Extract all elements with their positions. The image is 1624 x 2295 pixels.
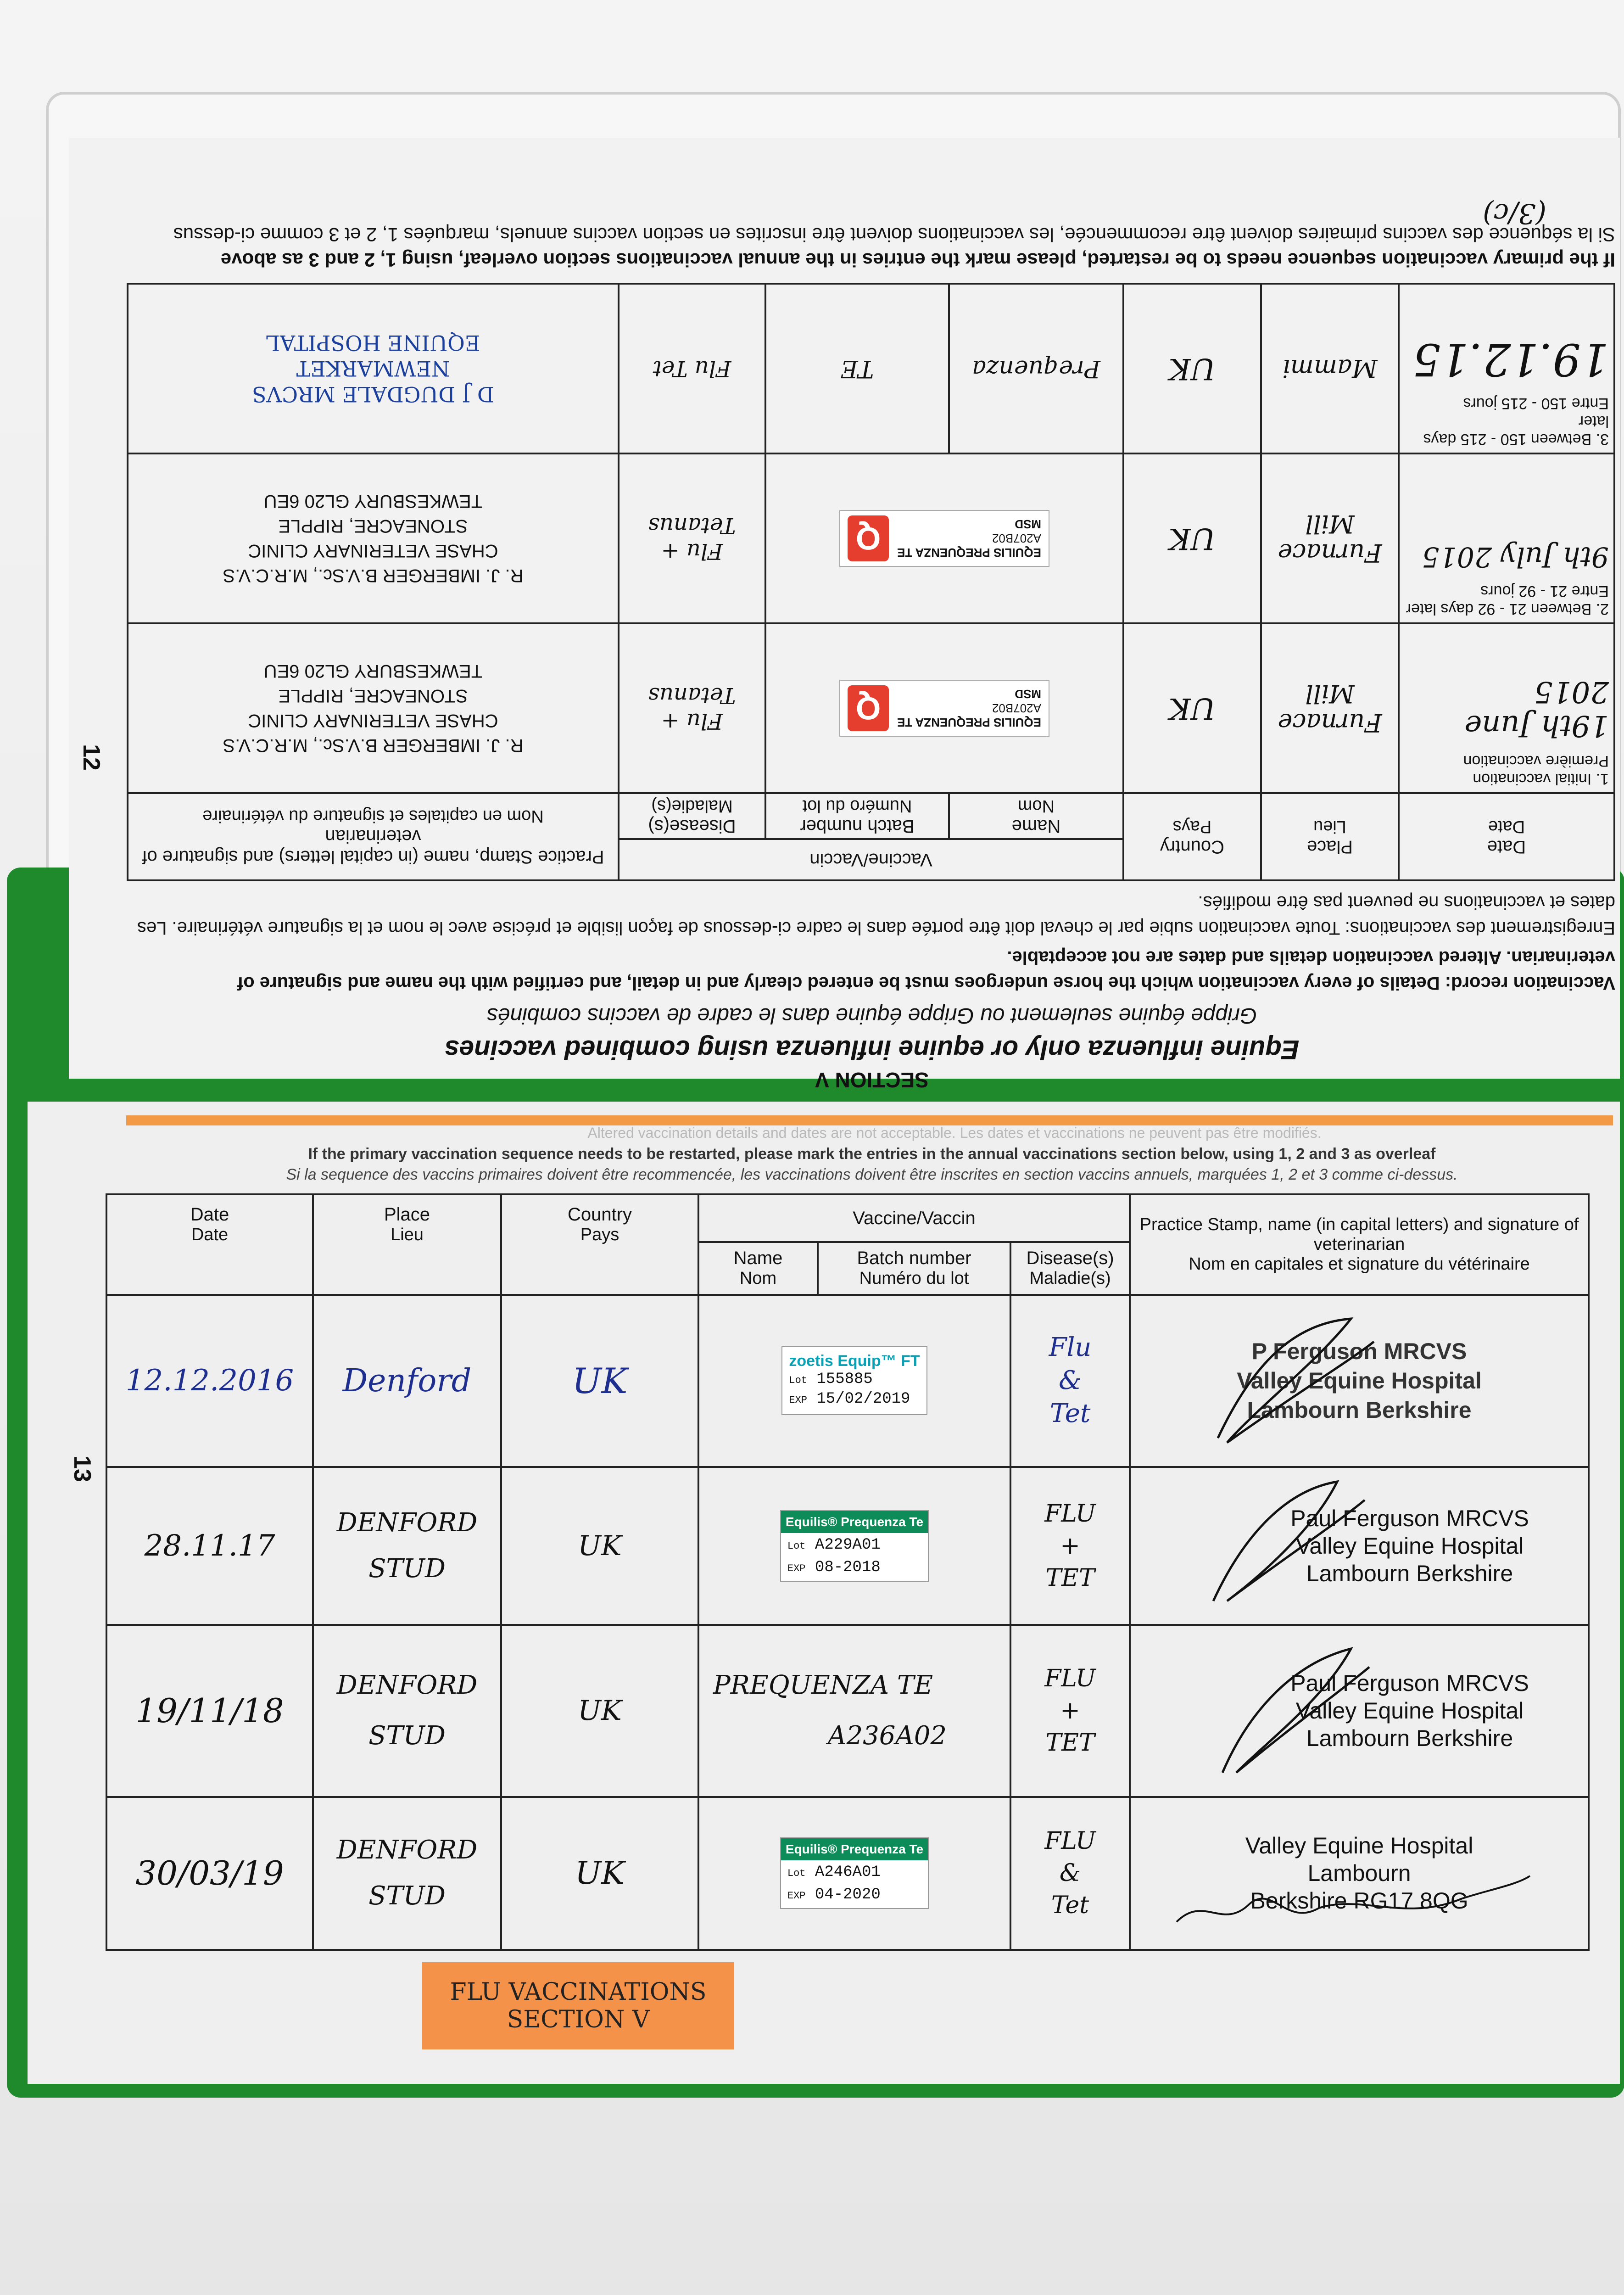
section-heading: SECTION V [815,1068,929,1092]
header-stamp: Practice Stamp, name (in capital letters) and signature of veterinarian Nom en capitales et signature du vétérinaire [128,793,619,880]
row-country: UK [501,1467,698,1625]
prequenza-logo-icon: Q [848,515,889,561]
vet-stamp: P Ferguson MRCVS Valley Equine Hospital Lambourn Berkshire [1130,1295,1589,1467]
row-batch: TE [765,284,949,453]
vet-stamp: Valley Equine Hospital Lambourn Berkshire RG17 8QG [1130,1797,1589,1950]
section-tab-label: FLU VACCINATIONS SECTION V [422,1962,734,2049]
restart-note-fr: Si la sequence des vaccins primaires doivent être recommencée, les vaccinations doivent être inscrites en section vaccins annuels, marquées 1, 2 et 3 comme ci-dessus. [286,1166,1458,1183]
header-batch: Batch number Numéro du lot [818,1242,1010,1295]
batch-sticker: EQUILIS PREQUENZA TE A207B02 MSD Q [765,453,1123,623]
header-country: Country Pays [1123,793,1261,880]
header-batch: Batch number Numéro du lot [765,793,949,839]
batch-sticker: Equilis® Prequenza Te Lot A229A01 EXP 08-2018 [698,1467,1010,1625]
vet-stamp: R. J. IMBERGER B.V.Sc., M.R.C.V.S CHASE VETERINARY CLINIC STONEACRE, RIPPLE TEWKESBURY GL20 6EU [128,453,619,623]
vet-stamp: Paul Ferguson MRCVS Valley Equine Hospital Lambourn Berkshire [1130,1467,1589,1625]
vet-signature [1204,1635,1378,1782]
row-vaccine-batch [698,1625,1010,1797]
row-place: DENFORD STUD [313,1797,501,1950]
vet-signature [1200,1472,1374,1610]
batch-sticker: Equilis® Prequenza Te Lot A246A01 EXP 04-2020 [698,1797,1010,1950]
header-name: Name Nom [698,1242,818,1295]
orange-divider [126,1115,1613,1125]
vaccination-record-en: Vaccination record: Details of every vaccination which the horse undergoes must be entered clearly and in detail, and certified with the name and signature of veterinarian. Altered vaccination details and dates are not acceptable. [237,947,1615,993]
row-disease: Flu + Tetanus [619,623,765,793]
equilis-brand: Equilis® Prequenza Te [781,1511,928,1533]
row-country: UK [501,1797,698,1950]
row-place: DENFORD STUD [313,1625,501,1797]
row-disease: FLU + TET [1010,1467,1130,1625]
page-number-13: 13 [68,1455,95,1482]
batch-sticker: zoetis Equip™ FT Lot 155885 EXP 15/02/2019 [698,1295,1010,1467]
vet-stamp: Paul Ferguson MRCVS Valley Equine Hospital Lambourn Berkshire [1130,1625,1589,1797]
row-place: Furnace Mill [1261,623,1399,793]
row-date-cell: 2. Between 21 - 92 days later Entre 21 - 92 jours 9th July 2015 [1399,453,1614,623]
vaccination-record-fr: Enregistrement des vaccinations: Toute vaccination subie par le cheval doit être portée dans le cadre ci-dessous de façon lisible et précise avec le nom et la signature vétérinaire. Les dates et vaccinations ne peuvent pas être modifiés. [137,892,1615,938]
annual-vaccination-table [106,1193,1590,1951]
header-disease: Disease(s) Maladie(s) [619,793,765,839]
row-country: UK [1123,623,1261,793]
row-place: Denford [313,1295,501,1467]
row-date-cell: 1. Initial vaccination Première vaccination 19th June 2015 [1399,623,1614,793]
table-row [106,1625,1589,1797]
row-date: 12.12.2016 [106,1295,313,1467]
table-row [128,284,1614,453]
row-batch: A236A02 [828,1721,947,1751]
row-place: Furnace Mill [1261,453,1399,623]
header-place: Place Lieu [1261,793,1399,880]
row-date: 28.11.17 [106,1467,313,1625]
restart-note-en: If the primary vaccination sequence needs to be restarted, please mark the entries in the annual vaccinations section below, using 1, 2 and 3 as overleaf [308,1145,1436,1163]
altered-note: Altered vaccination details and dates are not acceptable. Les dates et vaccinations ne peuvent pas être modifiés. [587,1125,1322,1141]
row-date-cell: 3. Between 150 - 215 days later Entre 150 - 215 jours 19.12.15 [1399,284,1614,453]
row-country: UK [1123,284,1261,453]
batch-sticker: EQUILIS PREQUENZA TE A207B02 MSD Q [765,623,1123,793]
row-date: 19/11/18 [106,1625,313,1797]
row-date: 30/03/19 [106,1797,313,1950]
row-disease: Flu + Tetanus [619,453,765,623]
vet-signature [1167,1867,1535,1936]
header-date: Date Date [106,1194,313,1295]
row-country: UK [1123,453,1261,623]
corner-note: (3/c) [1483,197,1546,230]
header-country: Country Pays [501,1194,698,1295]
table-row [106,1797,1589,1950]
header-place: Place Lieu [313,1194,501,1295]
row-disease: FLU & Tet [1010,1797,1130,1950]
row-country: UK [501,1295,698,1467]
header-vaccine: Vaccine/Vaccin [698,1194,1130,1242]
table-row [128,623,1614,793]
page-number-12: 12 [78,744,105,771]
equilis-brand: Equilis® Prequenza Te [781,1838,928,1860]
section-subtitle: Grippe équine seulement ou Grippe équine dans le cadre de vaccins combinés [486,1003,1257,1028]
header-stamp: Practice Stamp, name (in capital letters) and signature of veterinarian Nom en capitales et signature du vétérinaire [1130,1194,1589,1295]
primary-vaccination-table [127,283,1615,881]
restart-note-en: If the primary vaccination sequence needs to be restarted, please mark the entries in the annual vaccinations section overleaf, using 1, 2 and 3 as above [220,249,1615,271]
row-place: Mammi [1261,284,1399,453]
prequenza-logo-icon: Q [848,685,889,731]
section-title: Equine influenza only or equine influenza using combined vaccines [444,1035,1300,1064]
header-name: Name Nom [949,793,1123,839]
zoetis-brand: zoetis Equip™ FT [789,1352,920,1370]
header-disease: Disease(s) Maladie(s) [1010,1242,1130,1295]
table-row [106,1467,1589,1625]
row-disease: Flu Tet [619,284,765,453]
upside-down-page [128,174,1615,1092]
row-country: UK [501,1625,698,1797]
row-disease: Flu & Tet [1010,1295,1130,1467]
table-row [106,1295,1589,1467]
vet-stamp: R. J. IMBERGER B.V.Sc., M.R.C.V.S CHASE VETERINARY CLINIC STONEACRE, RIPPLE TEWKESBURY GL20 6EU [128,623,619,793]
row-disease: FLU + TET [1010,1625,1130,1797]
table-row [128,453,1614,623]
header-vaccine: Vaccine/Vaccin [619,839,1123,880]
header-date: Date Date [1399,793,1614,880]
row-place: DENFORD STUD [313,1467,501,1625]
vet-stamp: D J DUGDALE MRCVS NEWMARKET EQUINE HOSPITAL [128,284,619,453]
row-vaccine-name: Prequenza [949,284,1123,453]
restart-note-fr: Si la séquence des vaccins primaires doivent être recommencée, les vaccinations doivent être inscrites en section vaccins annuels, marquées 1, 2 et 3 comme ci-dessus [173,224,1615,246]
row-vaccine-name: PREQUENZA TE [713,1670,933,1701]
vet-signature [1200,1305,1383,1452]
